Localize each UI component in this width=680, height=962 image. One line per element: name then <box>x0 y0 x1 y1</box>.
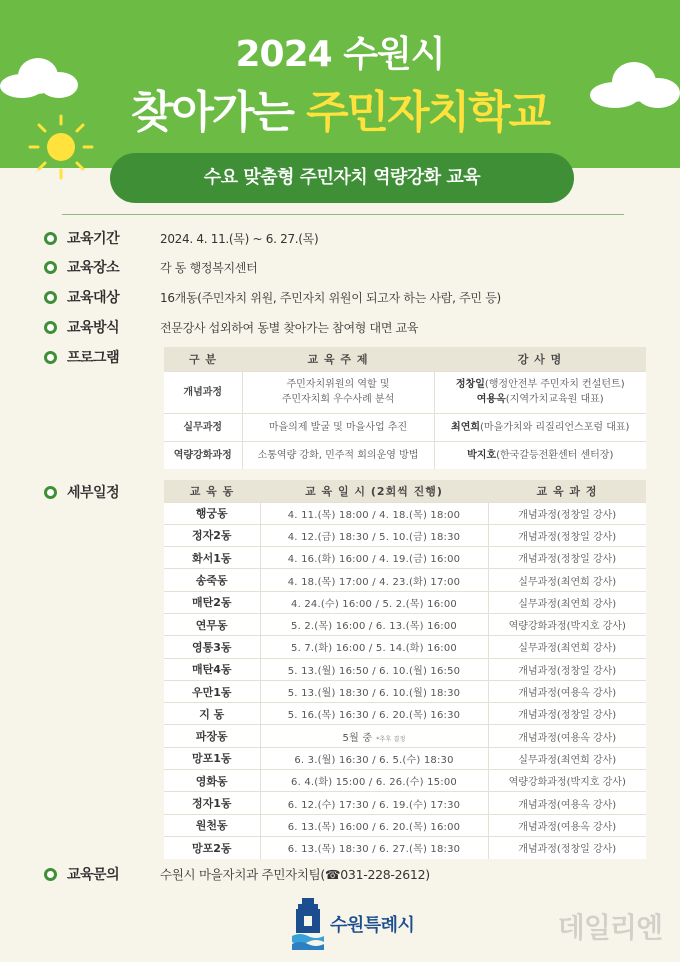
date-text: 5. 2.(목) 16:00 / 6. 13.(목) 16:00 <box>291 621 457 633</box>
table-row <box>164 792 646 814</box>
course-cell: 개념과정(정창일 강사) <box>488 502 646 524</box>
dong-cell: 원천동 <box>164 814 260 836</box>
course-cell: 개념과정(여용옥 강사) <box>488 814 646 836</box>
info-row-method <box>44 317 419 337</box>
column-header: 교 육 과 정 <box>488 480 646 502</box>
dong-cell: 정자2동 <box>164 524 260 546</box>
topic-cell: 소통역량 강화, 민주적 회의운영 방법 <box>242 441 434 469</box>
title-yellow: 주민자치학교 <box>306 87 550 138</box>
course-cell: 개념과정(정창일 강사) <box>488 547 646 569</box>
date-text: 6. 4.(화) 15:00 / 6. 26.(수) 15:00 <box>291 777 457 789</box>
table-row <box>164 636 646 658</box>
course-cell: 개념과정(정창일 강사) <box>488 836 646 858</box>
date-text: 6. 3.(월) 16:30 / 6. 5.(수) 18:30 <box>294 754 454 766</box>
sun-icon <box>26 112 96 182</box>
date-cell <box>260 703 488 725</box>
date-text: 4. 11.(목) 18:00 / 4. 18.(목) 18:00 <box>287 509 461 521</box>
lecturer-org: (행정안전부 주민자치 컨설턴트) <box>484 379 625 390</box>
course-cell: 실무과정(최연희 강사) <box>488 747 646 769</box>
lecturer-cell <box>434 413 646 441</box>
lecturer-cell <box>434 371 646 413</box>
table-row <box>164 371 646 413</box>
date-cell <box>260 747 488 769</box>
table-row <box>164 725 646 747</box>
dong-cell: 망포2동 <box>164 836 260 858</box>
table-row <box>164 524 646 546</box>
info-row-period <box>44 228 319 248</box>
lecturer-name: 최연희 <box>451 421 481 433</box>
lecturer-name: 박지호 <box>467 449 497 461</box>
info-label: 교육방식 <box>67 320 120 336</box>
date-cell <box>260 502 488 524</box>
course-cell: 개념과정(정창일 강사) <box>488 703 646 725</box>
course-cell: 개념과정(여용옥 강사) <box>488 792 646 814</box>
date-text: 6. 13.(목) 16:00 / 6. 20.(목) 16:00 <box>287 821 461 833</box>
date-cell <box>260 814 488 836</box>
date-cell <box>260 658 488 680</box>
date-cell <box>260 591 488 613</box>
dong-cell: 영화동 <box>164 770 260 792</box>
column-header: 구 분 <box>164 347 242 371</box>
lecturer-org: (마을가치와 리질리언스포럼 대표) <box>480 421 630 433</box>
course-cell: 실무과정(최연희 강사) <box>488 569 646 591</box>
date-cell <box>260 770 488 792</box>
course-cell: 역량강화과정(박지호 강사) <box>488 613 646 635</box>
lecturer-name: 여용옥 <box>476 394 506 405</box>
dong-cell: 송죽동 <box>164 569 260 591</box>
info-value: 전문강사 섭외하여 동별 찾아가는 참여형 대면 교육 <box>160 320 419 335</box>
bullet-icon <box>44 351 57 364</box>
dong-cell: 우만1동 <box>164 680 260 702</box>
course-cell: 개념과정(정창일 강사) <box>488 658 646 680</box>
course-cell: 역량강화과정(박지호 강사) <box>488 770 646 792</box>
course-cell: 실무과정(최연희 강사) <box>488 591 646 613</box>
lecturer-name: 정창일 <box>455 379 485 390</box>
lecturer-cell <box>434 441 646 469</box>
table-row <box>164 680 646 702</box>
course-cell: 개념과정(정창일 강사) <box>488 524 646 546</box>
date-text: 4. 12.(금) 18:30 / 5. 10.(금) 18:30 <box>287 531 461 543</box>
course-cell: 실무과정(최연희 강사) <box>488 636 646 658</box>
table-row <box>164 591 646 613</box>
date-cell <box>260 547 488 569</box>
divider <box>62 214 624 215</box>
watermark: 데일리엔 <box>557 911 662 944</box>
date-text: 5. 7.(화) 16:00 / 5. 14.(화) 16:00 <box>291 643 457 655</box>
category-cell: 개념과정 <box>164 371 242 413</box>
date-cell <box>260 792 488 814</box>
dong-cell: 매탄4동 <box>164 658 260 680</box>
column-header: 교 육 주 제 <box>242 347 434 371</box>
date-cell <box>260 680 488 702</box>
table-row <box>164 413 646 441</box>
city-logo <box>292 898 414 950</box>
dong-cell: 영통3동 <box>164 636 260 658</box>
column-header: 교 육 일 시 (2회씩 진행) <box>260 480 488 502</box>
date-cell <box>260 613 488 635</box>
date-cell <box>260 836 488 858</box>
info-row-target <box>44 287 501 307</box>
header-banner <box>0 0 680 168</box>
bullet-icon <box>44 868 57 881</box>
date-text: 5. 16.(목) 16:30 / 6. 20.(목) 16:30 <box>287 710 461 722</box>
course-cell: 개념과정(여용옥 강사) <box>488 680 646 702</box>
table-row <box>164 770 646 792</box>
date-text: 4. 18.(목) 17:00 / 4. 23.(화) 17:00 <box>287 576 461 588</box>
schedule-table <box>164 480 646 859</box>
dong-cell: 행궁동 <box>164 502 260 524</box>
table-row <box>164 613 646 635</box>
date-text: 4. 24.(수) 16:00 / 5. 2.(목) 16:00 <box>291 598 457 610</box>
info-row-program <box>44 347 173 367</box>
info-value: 수원시 마을자치과 주민자치팀(☎031-228-2612) <box>160 867 430 882</box>
info-label: 교육문의 <box>67 867 120 883</box>
table-row <box>164 747 646 769</box>
info-row-schedule <box>44 482 173 502</box>
title-white: 찾아가는 <box>130 87 293 138</box>
info-label: 교육기간 <box>67 231 120 247</box>
date-text: 6. 12.(수) 17:30 / 6. 19.(수) 17:30 <box>287 799 461 811</box>
table-row <box>164 703 646 725</box>
schedule-body <box>164 502 646 859</box>
info-row-inquiry <box>44 864 430 884</box>
date-text: 6. 13.(목) 18:30 / 6. 27.(목) 18:30 <box>287 844 461 856</box>
title-line1: 2024 수원시 <box>235 34 445 75</box>
date-note: *추후 결정 <box>376 735 406 743</box>
date-text: 5. 13.(월) 16:50 / 6. 10.(월) 16:50 <box>287 665 461 677</box>
table-row <box>164 441 646 469</box>
info-label: 세부일정 <box>67 485 120 501</box>
column-header: 교 육 동 <box>164 480 260 502</box>
title-line2 <box>0 76 680 140</box>
lecturer-org: (지역가치교육원 대표) <box>505 394 604 405</box>
course-cell: 개념과정(여용옥 강사) <box>488 725 646 747</box>
dong-cell: 매탄2동 <box>164 591 260 613</box>
table-header-row <box>164 347 646 371</box>
bullet-icon <box>44 321 57 334</box>
table-row <box>164 814 646 836</box>
date-cell <box>260 636 488 658</box>
info-value: 16개동(주민자치 위원, 주민자치 위원이 되고자 하는 사람, 주민 등) <box>160 290 501 305</box>
table-header-row <box>164 480 646 502</box>
subtitle-ribbon: 수요 맞춤형 주민자치 역량강화 교육 <box>110 153 574 203</box>
dong-cell: 연무동 <box>164 613 260 635</box>
info-label: 교육대상 <box>67 290 120 306</box>
bullet-icon <box>44 261 57 274</box>
topic-cell <box>242 371 434 413</box>
table-row <box>164 836 646 858</box>
date-cell <box>260 524 488 546</box>
topic-line: 주민자치위원의 역할 및 <box>286 379 390 390</box>
table-row <box>164 569 646 591</box>
info-value: 2024. 4. 11.(목) ~ 6. 27.(목) <box>160 231 319 246</box>
info-label: 프로그램 <box>67 350 120 366</box>
lecturer-org: (한국갈등전환센터 센터장) <box>496 449 614 461</box>
topic-cell: 마을의제 발굴 및 마을사업 추진 <box>242 413 434 441</box>
dong-cell: 파장동 <box>164 725 260 747</box>
info-row-place <box>44 257 258 277</box>
bullet-icon <box>44 291 57 304</box>
topic-line: 주민자치회 우수사례 분석 <box>281 394 395 405</box>
category-cell: 실무과정 <box>164 413 242 441</box>
dong-cell: 정자1동 <box>164 792 260 814</box>
table-row <box>164 547 646 569</box>
suwon-city-emblem-icon <box>292 898 324 950</box>
dong-cell: 화서1동 <box>164 547 260 569</box>
bullet-icon <box>44 486 57 499</box>
date-cell <box>260 725 488 747</box>
info-value: 각 동 행정복지센터 <box>160 260 258 275</box>
date-text: 5. 13.(월) 18:30 / 6. 10.(월) 18:30 <box>287 688 461 700</box>
info-label: 교육장소 <box>67 260 120 276</box>
dong-cell: 지 동 <box>164 703 260 725</box>
category-cell: 역량강화과정 <box>164 441 242 469</box>
table-row <box>164 658 646 680</box>
date-text: 5월 중 <box>342 732 373 744</box>
date-text: 4. 16.(화) 16:00 / 4. 19.(금) 16:00 <box>287 554 461 566</box>
city-logo-text: 수원특례시 <box>330 915 415 936</box>
column-header: 강 사 명 <box>434 347 646 371</box>
table-row <box>164 502 646 524</box>
bullet-icon <box>44 232 57 245</box>
dong-cell: 망포1동 <box>164 747 260 769</box>
program-table <box>164 347 646 469</box>
date-cell <box>260 569 488 591</box>
